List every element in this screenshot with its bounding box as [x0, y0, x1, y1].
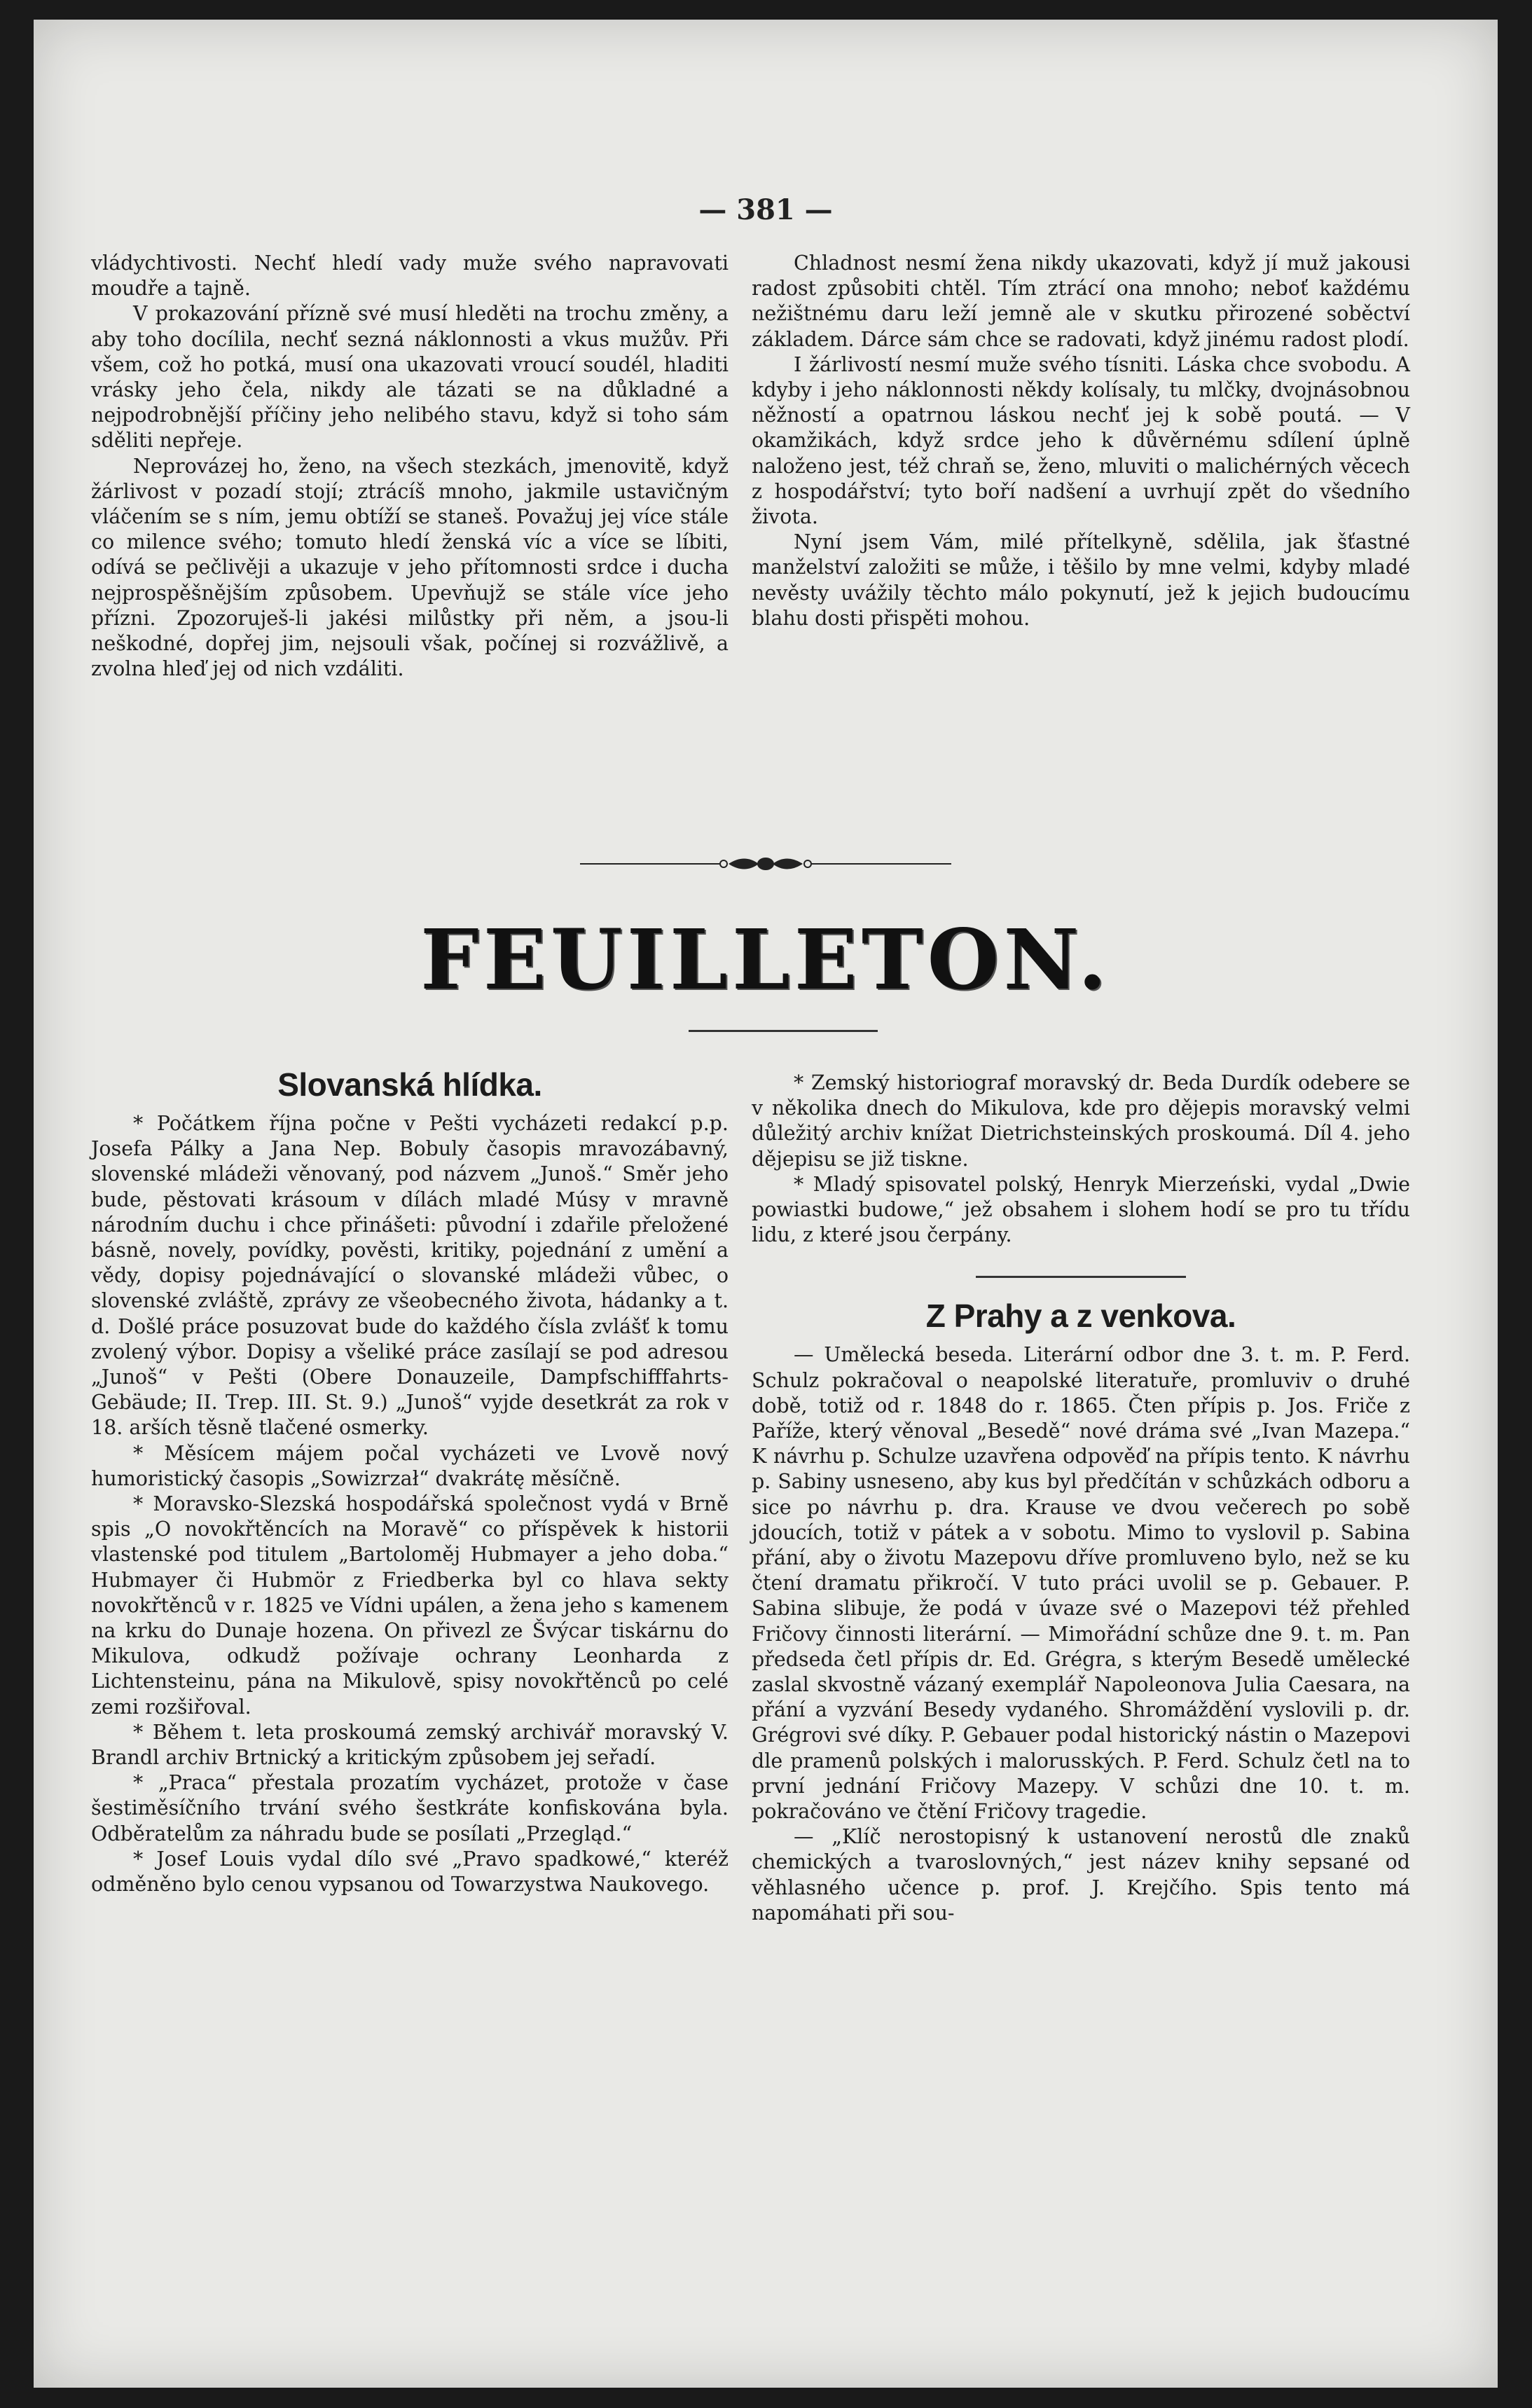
- section-rule: [976, 1276, 1186, 1278]
- title-rule: [689, 1030, 878, 1032]
- section-heading-slovanska-hlidka: Slovanská hlídka.: [277, 1066, 542, 1103]
- newspaper-page: [34, 20, 1498, 2388]
- news-item: * Počátkem října počne v Pešti vycházeti redakcí p.p. Josefa Pálky a Jana Nep. Bobuly časopis mravozábavný, slovenské mládeži věnovaný, pod názvem „Junoš.“ Směr jeho bude, pěstovati krásoum v dílách mladé Músy v mravně národním duchu i chce přinášeti: původní i zdařile přeložené básně, novely, povídky, pověsti, kritiky, pojednání z umění a vědy, dopisy pojednávající o slovanské mládeži vůbec, o slovenské zvláště, zprávy ze všeobecného života, hádanky a t. d. Došlé práce posuzovat bude do každého čísla zvlášť k tomu zvolený výbor. Dopisy a všeliké práce zasílají se pod adresou „Junoš“ v Pešti (Obere Donauzeile, Dampfschifffahrts-Gebäude; II. Trep. III. St. 9.) „Junoš“ vyjde desetkrát za rok v 18. arších těsně tlačené osmerky.: [91, 1112, 729, 1440]
- paragraph: vládychtivosti. Nechť hledí vady muže svého napravovati moudře a tajně.: [91, 252, 729, 301]
- news-item: — „Klíč nerostopisný k ustanovení nerostů dle znaků chemických a tvaroslovných,“ jest název knihy sepsané od věhlasného učence p. prof. J. Krejčího. Spis tento má napomáhati při sou-: [752, 1825, 1410, 1925]
- page-number: — 381 —: [698, 193, 833, 226]
- feuilleton-title: FEUILLETON.: [420, 911, 1111, 1008]
- news-item: * Moravsko-Slezská hospodářská společnost vydá v Brně spis „O novokřtěncích na Moravě“ co příspěvek k historii vlastenské pod titulem „Bartoloměj Hubmayer a jeho doba.“ Hubmayer či Hubmör z Friedberka byl co hlava sekty novokřtěnců v r. 1825 ve Vídni upálen, a žena jeho s kamenem na krku do Dunaje hozena. On přivezl ze Švýcar tiskárnu do Mikulova, odkudž požívaje ochrany Leonharda z Lichtensteinu, pána na Mikulově, spisy novokřtěnců po celé zemi rozšiřoval.: [91, 1492, 729, 1719]
- news-item: * Měsícem májem počal vycházeti ve Lvově nový humoristický časopis „Sowizrzał“ dvakrátę měsíčně.: [91, 1441, 729, 1490]
- paragraph: V prokazování přízně své musí hleděti na trochu změny, a aby toho docílila, nechť sezná náklonnosti a vkus mužův. Při všem, což ho potká, musí ona ukazovati vroucí soudél, hladiti vrásky jeho čela, nikdy ale tázati se na důkladné a nejpodrobnější příčiny jeho nelibého stavu, když si toho sám sděliti nepřeje.: [91, 302, 729, 453]
- news-item: * Během t. leta proskoumá zemský archivář moravský V. Brandl archiv Brtnický a kritickým způsobem jej seřadí.: [91, 1720, 729, 1770]
- section-heading-z-prahy: Z Prahy a z venkova.: [925, 1298, 1236, 1335]
- paragraph: Nyní jsem Vám, milé přítelkyně, sdělila, jak šťastné manželství založiti se může, i těšilo by mne velmi, kdyby mladé nevěsty uvážily těchto málo pokynutí, jež k jejich budoucímu blahu dosti přispěti mohou.: [752, 530, 1410, 630]
- news-item: * Josef Louis vydal dílo své „Pravo spadkowé,“ kteréž odměněno bylo cenou vypsanou od Towarzystwa Naukovego.: [91, 1847, 729, 1897]
- news-item: * „Praca“ přestala prozatím vycházet, protože v čase šestiměsíčního trvání svého šestkráte konfiskována byla. Odběratelům za náhradu bude se posílati „Przegląd.“: [91, 1771, 729, 1845]
- top-right-column: [752, 251, 1410, 631]
- paragraph: Chladnost nesmí žena nikdy ukazovati, když jí muž jakousi radost způsobiti chtěl. Tím ztrácí ona mnoho; neboť každému nežištnému daru leží jemně ale v skutku přirozené soběctví základem. Dárce sám chce se radovati, když jinému radost plodí.: [752, 252, 1410, 351]
- news-item: — Umělecká beseda. Literární odbor dne 3. t. m. P. Ferd. Schulz pokračoval o neapolské literatuře, promluviv o druhé době, totiž od r. 1848 do r. 1865. Čten přípis p. Jos. Friče z Paříže, který věnoval „Besedě“ nové dráma své „Ivan Mazepa.“ K návrhu p. Schulze uzavřena odpověď na přípis tento. K návrhu p. Sabiny usneseno, aby kus byl předčítán v schůzkách odboru a sice po návrhu p. dra. Krause ve dvou večerech po sobě jdoucích, totiž v pátek a v sobotu. Mimo to vyslovil p. Sabina přání, aby o životu Mazepovu dříve promluveno bylo, než se ku čtení dramatu přikročí. V tuto práci uvolil se p. Gebauer. P. Sabina slibuje, že podá v úvaze své o Mazepovi též přehled Fričovy činnosti literární. — Mimořádní schůze dne 9. t. m. Pan předseda četl přípis dr. Ed. Grégra, s kterým Besedě umělecké zaslal skvostně vázaný exemplář Napoleonova Julia Caesara, na přání a vyzvání Besedy vydaného. Shromáždění vyslovili p. dr. Grégrovi své díky. P. Gebauer podal historický nástin o Mazepovi dle pramenů polských i malorusských. P. Ferd. Schulz četl na to první jednání Fričovy Mazepy. V schůzi dne 10. t. m. pokračováno ve čtění Fričovy tragedie.: [752, 1343, 1410, 1824]
- news-item: * Mladý spisovatel polský, Henryk Mierzeński, vydal „Dwie powiastki budowe,“ jež obsahem i slohem hodí se pro tu třídu lidu, z které jsou čerpány.: [752, 1172, 1410, 1247]
- left-column: [91, 1064, 729, 1897]
- news-item: * Zemský historiograf moravský dr. Beda Durdík odebere se v několika dnech do Mikulova, kde pro dějepis moravský velmi důležitý archiv knížat Dietrichsteinských proskoumá. Díl 4. jeho dějepisu se již tiskne.: [752, 1071, 1410, 1171]
- right-column: [752, 1071, 1410, 1926]
- paragraph: I žárlivostí nesmí muže svého tísniti. Láska chce svobodu. A kdyby i jeho náklonnosti někdy kolísaly, tu mlčky, dvojnásobnou něžností a opatrnou láskou nechť jej k sobě poutá. — V okamžikách, když srdce jeho k důvěrnému sdílení úplně naloženo jest, též chraň se, ženo, mluviti o malichérných věcech z hospodářství; tyto boří nadšení a uvrhují zpět do všedního života.: [752, 352, 1410, 529]
- paragraph: Neprovázej ho, ženo, na všech stezkách, jmenovitě, když žárlivost v pozadí stojí; ztrácíš mnoho, jakmile ustavičným vláčením se s ním, jemu obtíží se staneš. Považuj jej více stále co milence svého; tomuto hledí ženská víc a více se líbiti, odívá se pečlivěji a ukazuje v jeho přítomnosti srdce i ducha nejprospěšnějším způsobem. Upevňujž se stále více jeho přízni. Zpozoruješ-li jakési milůstky při něm, a jsou-li neškodné, dopřej jim, nejsouli však, počínej si rozvážlivě, a zvolna hleď jej od nich vzdáliti.: [91, 454, 729, 681]
- top-left-column: [91, 251, 729, 682]
- flourish-ornament: [580, 852, 951, 876]
